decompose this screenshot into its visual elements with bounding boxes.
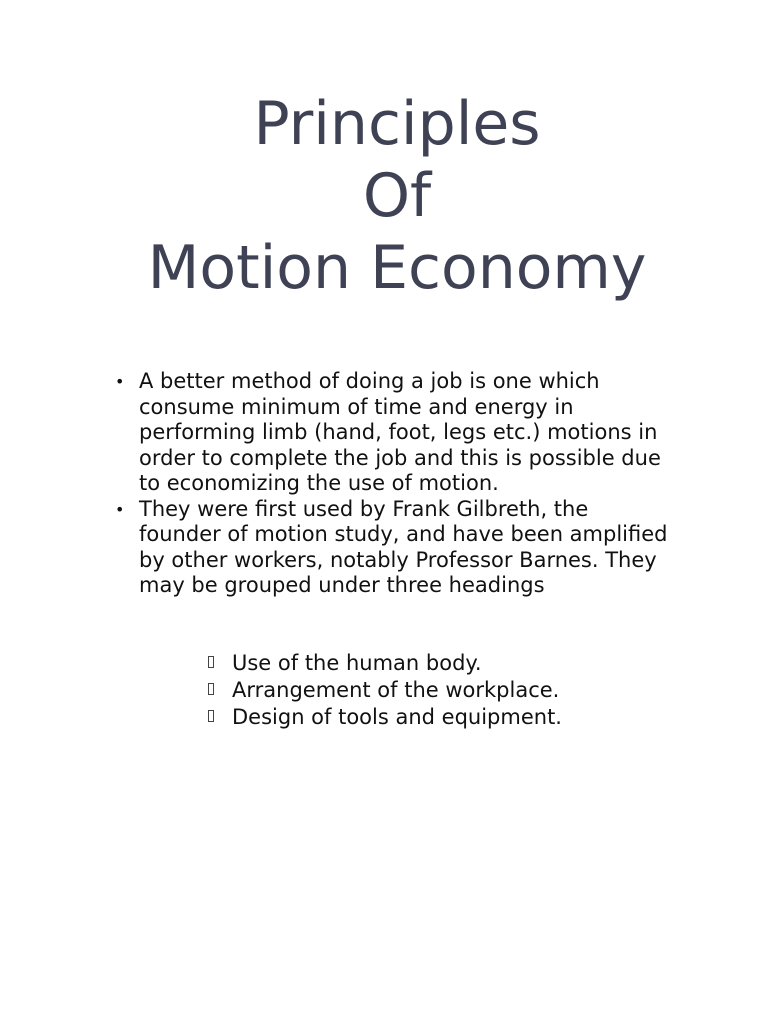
bullet-text: A better method of doing a job is one which consume minimum of time and energy in performing limb (hand, foot, legs etc.) motions in order to complete the job and this is possible due to economizing the use of motion. (139, 369, 661, 495)
bullet-icon: • (115, 499, 125, 519)
list-item (208, 677, 562, 704)
bullet-icon: • (115, 372, 125, 391)
list-item (112, 369, 672, 497)
title-line-1: Principles (253, 89, 541, 159)
page-title (0, 88, 768, 304)
heading-text: Use of the human body. (232, 651, 482, 675)
list-item (208, 650, 562, 677)
list-item (112, 497, 672, 599)
title-line-2: Of (362, 161, 432, 231)
title-line-3: Motion Economy (147, 233, 647, 303)
headings-list (208, 650, 562, 731)
bullet-text: They were first used by Frank Gilbreth, the founder of motion study, and have been amplified by other workers, notably Professor Barnes. They may be grouped under three headings (139, 496, 668, 597)
heading-text: Design of tools and equipment. (232, 705, 562, 729)
missing-glyph-icon (208, 710, 214, 722)
missing-glyph-icon (208, 656, 214, 668)
missing-glyph-icon (208, 683, 214, 695)
bullet-list (112, 369, 672, 599)
heading-text: Arrangement of the workplace. (232, 678, 560, 702)
list-item (208, 704, 562, 731)
